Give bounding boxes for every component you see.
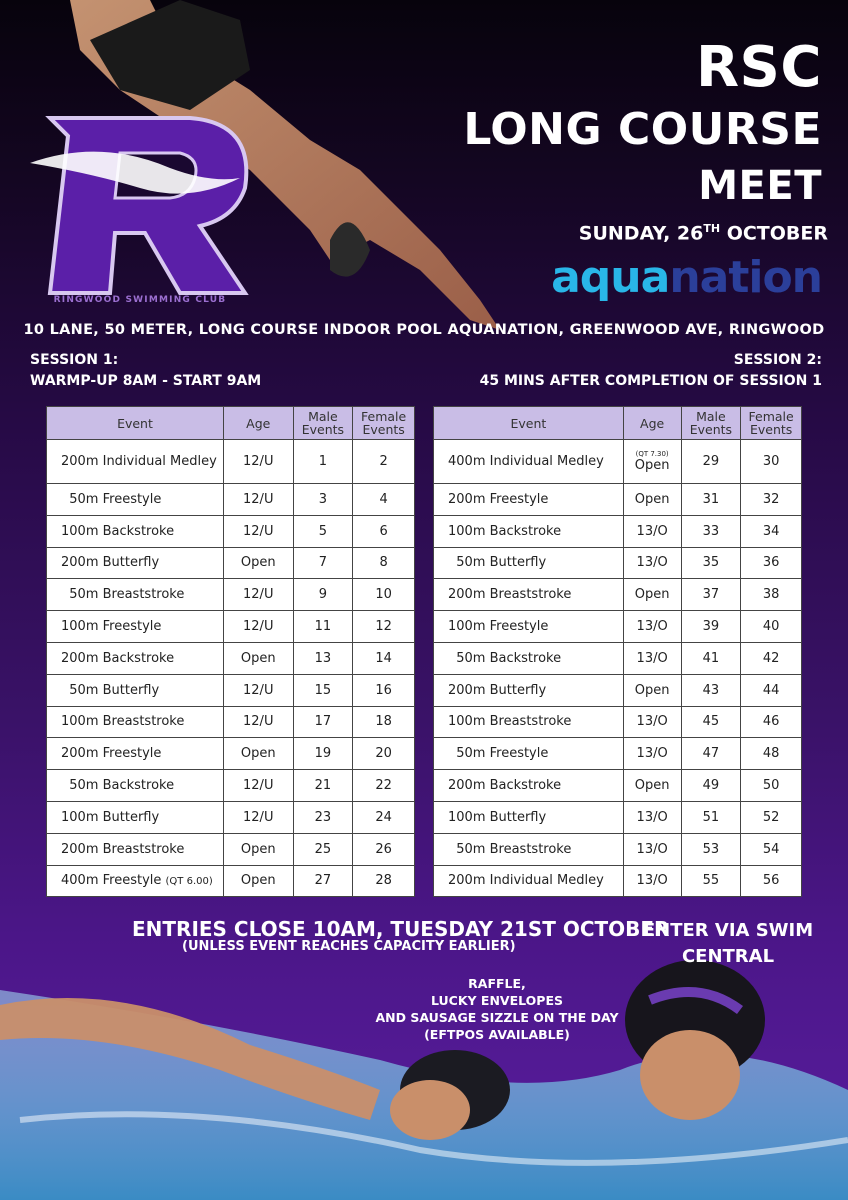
event-name: 50m Butterfly xyxy=(434,547,624,579)
venue-line: 10 LANE, 50 METER, LONG COURSE INDOOR POOL AQUANATION, GREENWOOD AVE, RINGWOOD xyxy=(23,322,825,338)
club-logo xyxy=(20,108,260,308)
event-name: 100m Butterfly xyxy=(434,801,624,833)
event-age: 12/U xyxy=(223,770,293,802)
male-event-number: 15 xyxy=(293,674,353,706)
event-age: 13/O xyxy=(623,611,681,643)
table-row xyxy=(47,706,415,738)
event-name: 100m Butterfly xyxy=(47,801,224,833)
male-event-number: 27 xyxy=(293,865,353,897)
enter-via-notice: ENTER VIA SWIM CENTRAL xyxy=(642,920,814,967)
table-row xyxy=(47,738,415,770)
session-1-label: SESSION 1: xyxy=(30,352,119,368)
session-2-label: SESSION 2: xyxy=(733,352,822,368)
male-event-number: 41 xyxy=(681,642,741,674)
event-age: Open xyxy=(623,484,681,516)
female-event-number: 4 xyxy=(353,484,415,516)
table-row xyxy=(47,611,415,643)
event-age: 12/U xyxy=(223,674,293,706)
male-event-number: 3 xyxy=(293,484,353,516)
female-event-number: 50 xyxy=(741,770,802,802)
table-row xyxy=(47,484,415,516)
event-age: 13/O xyxy=(623,865,681,897)
event-name: 400m Freestyle (QT 6.00) xyxy=(47,865,224,897)
event-age: 12/U xyxy=(223,440,293,484)
event-name: 50m Breaststroke xyxy=(47,579,224,611)
meet-date: SUNDAY, 26TH OCTOBER xyxy=(578,222,828,245)
col-age: Age xyxy=(623,407,681,440)
event-name: 100m Backstroke xyxy=(47,515,224,547)
female-event-number: 52 xyxy=(741,801,802,833)
event-age: 13/O xyxy=(623,801,681,833)
event-name: 50m Backstroke xyxy=(434,642,624,674)
table-row xyxy=(47,440,415,484)
col-female: Female Events xyxy=(741,407,802,440)
event-age: 13/O xyxy=(623,515,681,547)
event-age: Open xyxy=(623,579,681,611)
male-event-number: 43 xyxy=(681,674,741,706)
female-event-number: 54 xyxy=(741,833,802,865)
table-row xyxy=(47,579,415,611)
event-name: 200m Backstroke xyxy=(47,642,224,674)
male-event-number: 25 xyxy=(293,833,353,865)
event-name: 100m Breaststroke xyxy=(47,706,224,738)
male-event-number: 35 xyxy=(681,547,741,579)
female-event-number: 32 xyxy=(741,484,802,516)
table-row xyxy=(434,833,802,865)
male-event-number: 21 xyxy=(293,770,353,802)
event-name: 50m Backstroke xyxy=(47,770,224,802)
male-event-number: 9 xyxy=(293,579,353,611)
event-name: 50m Freestyle xyxy=(434,738,624,770)
female-event-number: 26 xyxy=(353,833,415,865)
event-age: 13/O xyxy=(623,547,681,579)
col-male: Male Events xyxy=(681,407,741,440)
event-age: 13/O xyxy=(623,706,681,738)
table-row xyxy=(434,706,802,738)
session-1-info xyxy=(30,350,261,392)
title-line-1: RSC xyxy=(695,35,822,100)
table-header-row xyxy=(47,407,415,440)
event-age: Open xyxy=(223,547,293,579)
female-event-number: 8 xyxy=(353,547,415,579)
female-event-number: 38 xyxy=(741,579,802,611)
table-row xyxy=(47,770,415,802)
male-event-number: 11 xyxy=(293,611,353,643)
table-row xyxy=(434,738,802,770)
female-event-number: 18 xyxy=(353,706,415,738)
female-event-number: 40 xyxy=(741,611,802,643)
event-name: 200m Individual Medley xyxy=(434,865,624,897)
col-female: Female Events xyxy=(353,407,415,440)
event-age: 12/U xyxy=(223,484,293,516)
female-event-number: 36 xyxy=(741,547,802,579)
male-event-number: 33 xyxy=(681,515,741,547)
male-event-number: 13 xyxy=(293,642,353,674)
event-name: 200m Butterfly xyxy=(434,674,624,706)
female-event-number: 14 xyxy=(353,642,415,674)
event-name: 100m Backstroke xyxy=(434,515,624,547)
event-name: 50m Breaststroke xyxy=(434,833,624,865)
event-age: Open xyxy=(223,642,293,674)
title-line-3: MEET xyxy=(698,163,822,209)
male-event-number: 47 xyxy=(681,738,741,770)
session-2-info xyxy=(480,350,822,392)
table-row xyxy=(47,642,415,674)
male-event-number: 55 xyxy=(681,865,741,897)
table-row xyxy=(434,547,802,579)
event-age: 12/U xyxy=(223,706,293,738)
event-name: 200m Individual Medley xyxy=(47,440,224,484)
col-age: Age xyxy=(223,407,293,440)
table-row xyxy=(47,833,415,865)
event-age: 13/O xyxy=(623,642,681,674)
table-row xyxy=(47,865,415,897)
event-age: Open xyxy=(623,770,681,802)
table-row xyxy=(434,484,802,516)
event-age: Open xyxy=(223,865,293,897)
raffle-notice: RAFFLE, LUCKY ENVELOPES AND SAUSAGE SIZZLE ON THE DAY (EFTPOS AVAILABLE) xyxy=(375,976,619,1042)
event-age: Open xyxy=(223,833,293,865)
event-name: 200m Freestyle xyxy=(47,738,224,770)
event-age: (QT 7.30) Open xyxy=(623,440,681,484)
table-header-row xyxy=(434,407,802,440)
table-row xyxy=(434,642,802,674)
table-row xyxy=(47,547,415,579)
event-age: Open xyxy=(623,674,681,706)
female-event-number: 56 xyxy=(741,865,802,897)
male-event-number: 31 xyxy=(681,484,741,516)
female-event-number: 22 xyxy=(353,770,415,802)
col-event: Event xyxy=(434,407,624,440)
female-event-number: 30 xyxy=(741,440,802,484)
male-event-number: 23 xyxy=(293,801,353,833)
male-event-number: 53 xyxy=(681,833,741,865)
female-event-number: 24 xyxy=(353,801,415,833)
table-row xyxy=(47,801,415,833)
female-event-number: 2 xyxy=(353,440,415,484)
male-event-number: 39 xyxy=(681,611,741,643)
table-row xyxy=(434,440,802,484)
event-name: 400m Individual Medley xyxy=(434,440,624,484)
event-age: 12/U xyxy=(223,579,293,611)
table-row xyxy=(434,865,802,897)
female-event-number: 42 xyxy=(741,642,802,674)
event-name: 200m Freestyle xyxy=(434,484,624,516)
event-age: 13/O xyxy=(623,738,681,770)
female-event-number: 48 xyxy=(741,738,802,770)
table-row xyxy=(47,674,415,706)
event-age: 12/U xyxy=(223,515,293,547)
table-row xyxy=(434,579,802,611)
event-name: 200m Breaststroke xyxy=(47,833,224,865)
male-event-number: 5 xyxy=(293,515,353,547)
event-age: 12/U xyxy=(223,801,293,833)
table-row xyxy=(47,515,415,547)
table-row xyxy=(434,674,802,706)
male-event-number: 49 xyxy=(681,770,741,802)
event-name: 50m Freestyle xyxy=(47,484,224,516)
event-name: 50m Butterfly xyxy=(47,674,224,706)
col-event: Event xyxy=(47,407,224,440)
male-event-number: 45 xyxy=(681,706,741,738)
session-1-table xyxy=(46,406,415,897)
male-event-number: 29 xyxy=(681,440,741,484)
event-age: 13/O xyxy=(623,833,681,865)
female-event-number: 46 xyxy=(741,706,802,738)
col-male: Male Events xyxy=(293,407,353,440)
male-event-number: 1 xyxy=(293,440,353,484)
male-event-number: 7 xyxy=(293,547,353,579)
male-event-number: 51 xyxy=(681,801,741,833)
male-event-number: 17 xyxy=(293,706,353,738)
session-2-detail: 45 MINS AFTER COMPLETION OF SESSION 1 xyxy=(479,373,822,389)
club-name: RINGWOOD SWIMMING CLUB xyxy=(53,295,227,305)
event-name: 200m Backstroke xyxy=(434,770,624,802)
female-event-number: 12 xyxy=(353,611,415,643)
table-row xyxy=(434,801,802,833)
session-2-table xyxy=(433,406,802,897)
event-age: 12/U xyxy=(223,611,293,643)
male-event-number: 37 xyxy=(681,579,741,611)
female-event-number: 28 xyxy=(353,865,415,897)
event-name: 200m Butterfly xyxy=(47,547,224,579)
table-row xyxy=(434,611,802,643)
female-event-number: 6 xyxy=(353,515,415,547)
entries-close-notice: ENTRIES CLOSE 10AM, TUESDAY 21ST OCTOBER xyxy=(132,917,670,941)
title-line-2: LONG COURSE xyxy=(463,104,822,155)
table-row xyxy=(434,515,802,547)
event-age: Open xyxy=(223,738,293,770)
female-event-number: 16 xyxy=(353,674,415,706)
event-name: 100m Freestyle xyxy=(47,611,224,643)
female-event-number: 34 xyxy=(741,515,802,547)
session-1-detail: WARMP-UP 8AM - START 9AM xyxy=(30,373,262,389)
table-row xyxy=(434,770,802,802)
female-event-number: 20 xyxy=(353,738,415,770)
aquanation-logo: aquanation xyxy=(551,252,822,303)
male-event-number: 19 xyxy=(293,738,353,770)
female-event-number: 44 xyxy=(741,674,802,706)
event-name: 200m Breaststroke xyxy=(434,579,624,611)
female-event-number: 10 xyxy=(353,579,415,611)
event-name: 100m Breaststroke xyxy=(434,706,624,738)
entries-close-subnote: (UNLESS EVENT REACHES CAPACITY EARLIER) xyxy=(182,939,516,954)
event-name: 100m Freestyle xyxy=(434,611,624,643)
